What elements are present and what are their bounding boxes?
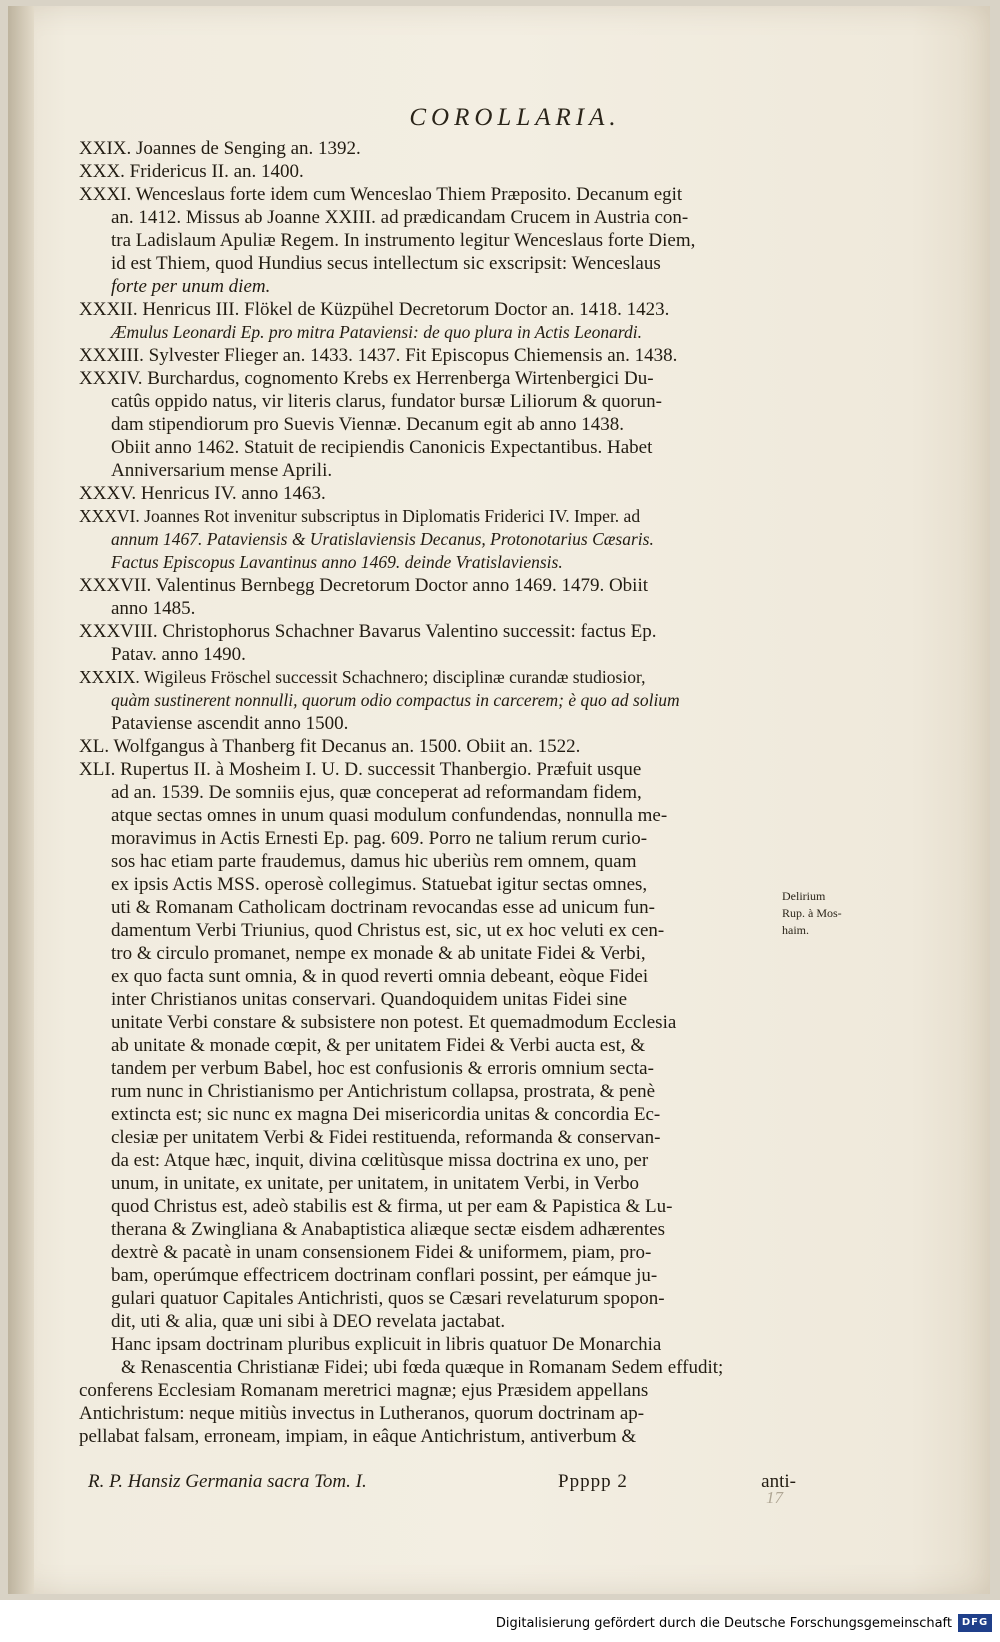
text-line: unum, in unitate, ex unitate, per unitatem, in unitatem Verbi, in Verbo	[111, 1173, 640, 1194]
text-line: quàm sustinerent nonnulli, quorum odio compactus in carcerem; è quo ad solium	[111, 690, 680, 710]
text-line: gulari quatuor Capitales Antichristi, quos se Cæsari revelaturum spopon-	[111, 1288, 665, 1309]
text-line: & Renascentia Christianæ Fidei; ubi fœda quæque in Romanam Sedem effudit;	[121, 1357, 724, 1378]
text-line: an. 1412. Missus ab Joanne XXIII. ad prædicandam Crucem in Austria con-	[111, 207, 689, 228]
text-line: catûs oppido natus, vir literis clarus, fundator bursæ Liliorum & quorun-	[111, 391, 662, 412]
text-line: unitate Verbi constare & subsistere non potest. Et quemadmodum Ecclesia	[111, 1012, 677, 1033]
text-line: sos hac etiam parte fraudemus, damus hic uberiùs rem omnem, quam	[111, 851, 637, 872]
text-line: quod Christus est, adeò stabilis est & firma, ut per eam & Papistica & Lu-	[111, 1196, 673, 1217]
text-line: XXXII. Henricus III. Flökel de Küzpühel Decretorum Doctor an. 1418. 1423.	[79, 299, 670, 320]
text-line: Patav. anno 1490.	[111, 644, 246, 665]
text-line: clesiæ per unitatem Verbi & Fidei restituenda, reformanda & conservan-	[111, 1127, 661, 1148]
text-line: moravimus in Actis Ernesti Ep. pag. 609. Porro ne talium rerum curio-	[111, 828, 648, 849]
text-line: Factus Episcopus Lavantinus anno 1469. deinde Vratislaviensis.	[111, 552, 563, 572]
text-line: XXXVI. Joannes Rot invenitur subscriptus in Diplomatis Friderici IV. Imper. ad	[79, 506, 641, 526]
text-line: XXIX. Joannes de Senging an. 1392.	[79, 138, 361, 159]
pencil-page-number: 17	[766, 1488, 783, 1507]
text-line: tro & circulo promanet, nempe ex monade & ab unitate Fidei & Verbi,	[111, 943, 646, 964]
page-footer	[88, 1471, 796, 1495]
digitization-note: Digitalisierung gefördert durch die Deutsche Forschungsgemeinschaft	[495, 1616, 952, 1631]
page-signature-mark: Ppppp 2	[558, 1471, 628, 1492]
text-line: therana & Zwingliana & Anabaptistica aliæque sectæ eisdem adhærentes	[111, 1219, 666, 1240]
margin-note-line: haim.	[782, 923, 809, 937]
page-binding-shadow	[8, 6, 34, 1594]
text-line: XXXIII. Sylvester Flieger an. 1433. 1437. Fit Episcopus Chiemensis an. 1438.	[79, 345, 678, 366]
text-line: id est Thiem, quod Hundius secus intellectum sic exscripsit: Wenceslaus	[111, 253, 661, 274]
text-line: inter Christianos unitas conservari. Quandoquidem unitas Fidei sine	[111, 989, 628, 1010]
text-line: conferens Ecclesiam Romanam meretrici magnæ; ejus Præsidem appellans	[79, 1380, 649, 1401]
text-line: damentum Verbi Triunius, quod Christus est, sic, ut ex hoc veluti ex cen-	[111, 920, 665, 941]
text-line: anno 1485.	[111, 598, 196, 619]
text-line	[79, 1448, 779, 1471]
text-line: bam, operúmque effectricem doctrinam conflari possint, per eámque ju-	[111, 1265, 658, 1286]
text-line: XXXVIII. Christophorus Schachner Bavarus Valentino successit: factus Ep.	[79, 621, 657, 642]
text-line: XXXI. Wenceslaus forte idem cum Wenceslao Thiem Præposito. Decanum egit	[79, 184, 683, 205]
text-line: Anniversarium mense Aprili.	[111, 460, 333, 481]
margin-note	[782, 888, 882, 939]
text-line: Antichristum: neque mitiùs invectus in Lutheranos, quorum doctrinam ap-	[79, 1403, 645, 1424]
text-line: tra Ladislaum Apuliæ Regem. In instrumento legitur Wenceslaus forte Diem,	[111, 230, 696, 251]
text-line: rum nunc in Christianismo per Antichristum collapsa, prostrata, & penè	[111, 1081, 656, 1102]
text-line: atque sectas omnes in unum quasi modulum confundendas, nonnulla me-	[111, 805, 668, 826]
text-line: ex quo facta sunt omnia, & in quod reverti omnia debeant, eòque Fidei	[111, 966, 649, 987]
text-line: ex ipsis Actis MSS. operosè collegimus. Statuebat igitur sectas omnes,	[111, 874, 648, 895]
text-line: ab unitate & monade cœpit, & per unitatem Fidei & Verbi aucta est, &	[111, 1035, 646, 1056]
dfg-logo: DFG	[958, 1614, 992, 1632]
text-line: Obiit anno 1462. Statuit de recipiendis Canonicis Expectantibus. Habet	[111, 437, 653, 458]
margin-note-line: Rup. à Mos-	[782, 906, 842, 920]
text-line: extincta est; sic nunc ex magna Dei misericordia unitas & concordia Ec-	[111, 1104, 661, 1125]
digitization-banner	[0, 1608, 1000, 1638]
text-line: uti & Romanam Catholicam doctrinam revocandas esse ad unicum fun-	[111, 897, 655, 918]
text-line: XXXV. Henricus IV. anno 1463.	[79, 483, 326, 504]
text-line: da est: Atque hæc, inquit, divina cœlitùsque missa doctrina ex uno, per	[111, 1150, 649, 1171]
text-line: Pataviense ascendit anno 1500.	[111, 713, 349, 734]
text-line: dit, uti & alia, quæ uni sibi à DEO revelata jactabat.	[111, 1311, 506, 1332]
text-line: XXXIX. Wigileus Fröschel successit Schachnero; disciplinæ curandæ studiosior,	[79, 667, 646, 687]
signature-line: R. P. Hansiz Germania sacra Tom. I.	[88, 1471, 367, 1492]
margin-note-line: Delirium	[782, 889, 826, 903]
text-line: forte per unum diem.	[111, 276, 271, 297]
text-line: ad an. 1539. De somniis ejus, quæ conceperat ad reformandam fidem,	[111, 782, 642, 803]
catchword: anti-	[761, 1471, 796, 1492]
page-header: COROLLARIA.	[409, 104, 621, 131]
text-line: Æmulus Leonardi Ep. pro mitra Pataviensi: de quo plura in Actis Leonardi.	[111, 322, 642, 342]
text-line: XXXIV. Burchardus, cognomento Krebs ex Herrenberga Wirtenbergici Du-	[79, 368, 654, 389]
text-line: XXXVII. Valentinus Bernbegg Decretorum Doctor anno 1469. 1479. Obiit	[79, 575, 649, 596]
text-line: annum 1467. Pataviensis & Uratislaviensis Decanus, Protonotarius Cæsaris.	[111, 529, 654, 549]
text-line: Hanc ipsam doctrinam pluribus explicuit in libris quatuor De Monarchia	[111, 1334, 662, 1355]
main-text-block	[79, 137, 779, 1471]
text-line: XLI. Rupertus II. à Mosheim I. U. D. successit Thanbergio. Præfuit usque	[79, 759, 642, 780]
text-line: XL. Wolfgangus à Thanberg fit Decanus an. 1500. Obiit an. 1522.	[79, 736, 581, 757]
text-line: dam stipendiorum pro Suevis Viennæ. Decanum egit ab anno 1438.	[111, 414, 625, 435]
text-line: XXX. Fridericus II. an. 1400.	[79, 161, 304, 182]
text-line: dextrè & pacatè in unam consensionem Fidei & uniformem, piam, pro-	[111, 1242, 652, 1263]
text-line: pellabat falsam, erroneam, impiam, in eâque Antichristum, antiverbum &	[79, 1426, 637, 1447]
text-line: tandem per verbum Babel, hoc est confusionis & erroris omnium secta-	[111, 1058, 654, 1079]
